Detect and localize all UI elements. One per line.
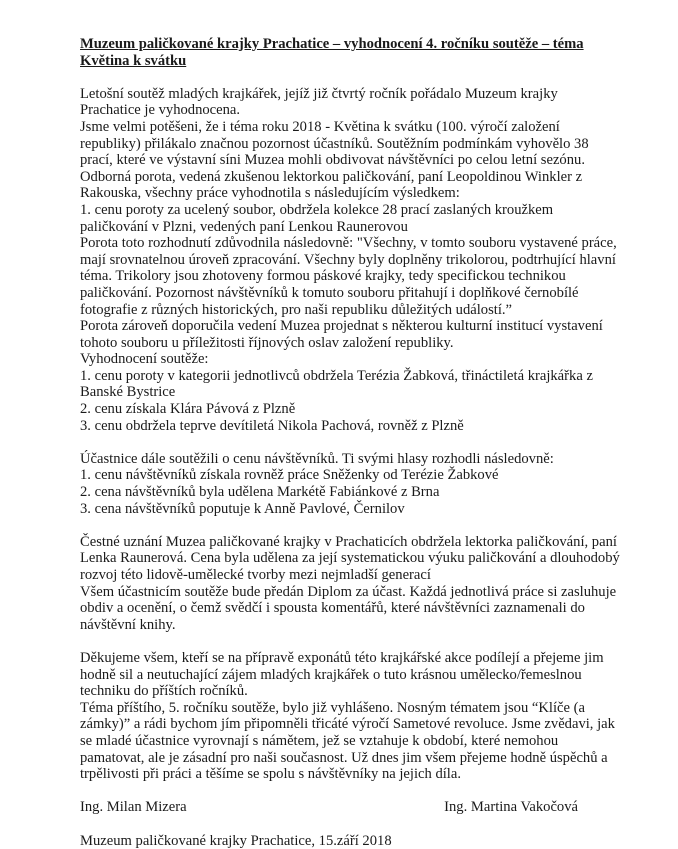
document-title: Muzeum paličkované krajky Prachatice – vyhodnocení 4. ročníku soutěže – téma Květina k svátku — [80, 36, 620, 69]
spacer — [80, 434, 620, 451]
signature-left: Ing. Milan Mizera — [80, 799, 187, 816]
paragraph: Porota zároveň doporučila vedení Muzea projednat s některou kulturní institucí vystavení tohoto souboru u příležitosti říjnových oslav založení republiky. — [80, 318, 620, 351]
spacer — [80, 517, 620, 534]
document-footer: Muzeum paličkované krajky Prachatice, 15.září 2018 — [80, 833, 620, 849]
paragraph: Jsme velmi potěšeni, že i téma roku 2018 - Květina k svátku (100. výročí založení republiky) přilákalo značnou pozornost účastníků. Soutěžním podmínkám vyhovělo 38 prací, které ve výstavní síni Muzea mohli obdivovat návštěvníci po celou letní sezónu. — [80, 119, 620, 169]
list-item: 1. cenu poroty v kategorii jednotlivců obdržela Terézia Žabková, třináctiletá krajkářka z Banské Bystrice — [80, 368, 620, 401]
list-item: 2. cenu získala Klára Pávová z Plzně — [80, 401, 620, 418]
spacer — [80, 633, 620, 650]
section-visitor-prize — [80, 451, 620, 517]
section-results — [80, 86, 620, 434]
paragraph: Účastnice dále soutěžili o cenu návštěvníků. Ti svými hlasy rozhodli následovně: — [80, 451, 620, 468]
paragraph: Porota toto rozhodnutí zdůvodnila následovně: "Všechny, v tomto souboru vystavené práce, mají srovnatelnou úroveň zpracování. Všechny byly doplněny trikolorou, podtrhující hlavní téma. Trikolory jsou zhotoveny formou páskové krajky, tedy specifickou technikou paličkování. Pozornost návštěvníků k tomuto souboru přitahují i doplňkové černobílé fotografie z různých historických, pro naši republiku důležitých událostí.” — [80, 235, 620, 318]
paragraph: Téma příštího, 5. ročníku soutěže, bylo již vyhlášeno. Nosným tématem jsou “Klíče (a zámky)” a rádi bychom jím připomněli třicáté výročí Sametové revoluce. Jsme zvědavi, jak se mladé účastnice vyrovnají s námětem, jež se vztahuje k období, které nemohou pamatovat, ale je zásadní pro naši současnost. Už dnes jim všem přejeme hodně úspěchů a trpělivosti při práci a těšíme se spolu s návštěvníky na jejich díla. — [80, 700, 620, 783]
list-item: 3. cenu obdržela teprve devítiletá Nikola Pachová, rovněž z Plzně — [80, 418, 620, 435]
document-page — [80, 36, 620, 849]
paragraph: Děkujeme všem, kteří se na přípravě exponátů této krajkářské akce podílejí a přejeme jim hodně sil a neutuchající zájem mladých krajkářek o tuto krásnou umělecko/řemeslnou techniku do příštích ročníků. — [80, 650, 620, 700]
paragraph: Všem účastnicím soutěže bude předán Diplom za účast. Každá jednotlivá práce si zasluhuje obdiv a ocenění, o čemž svědčí i spousta komentářů, které návštěvníci zaznamenali do návštěvní knihy. — [80, 584, 620, 634]
signature-right: Ing. Martina Vakočová — [444, 799, 578, 816]
list-item: 3. cena návštěvníků poputuje k Anně Pavlové, Černilov — [80, 501, 620, 518]
list-item: 2. cena návštěvníků byla udělena Markétě Fabiánkové z Brna — [80, 484, 620, 501]
paragraph: 1. cenu poroty za ucelený soubor, obdržela kolekce 28 prací zaslaných kroužkem paličkování v Plzni, vedených paní Lenkou Raunerovou — [80, 202, 620, 235]
paragraph: Letošní soutěž mladých krajkářek, jejíž již čtvrtý ročník pořádalo Muzeum krajky Prachatice je vyhodnocena. — [80, 86, 620, 119]
list-item: 1. cenu návštěvníků získala rovněž práce Sněženky od Terézie Žabkové — [80, 467, 620, 484]
section-thanks — [80, 650, 620, 783]
signatures — [80, 799, 620, 816]
section-honorable-mention — [80, 534, 620, 634]
paragraph: Vyhodnocení soutěže: — [80, 351, 620, 368]
paragraph: Odborná porota, vedená zkušenou lektorkou paličkování, paní Leopoldinou Winkler z Rakouska, všechny práce vyhodnotila s následujícím výsledkem: — [80, 169, 620, 202]
paragraph: Čestné uznání Muzea paličkované krajky v Prachaticích obdržela lektorka paličkování, paní Lenka Raunerová. Cena byla udělena za její systematickou výuku paličkování a dlouhodobý rozvoj této lidově-umělecké tvorby mezi nejmladší generací — [80, 534, 620, 584]
